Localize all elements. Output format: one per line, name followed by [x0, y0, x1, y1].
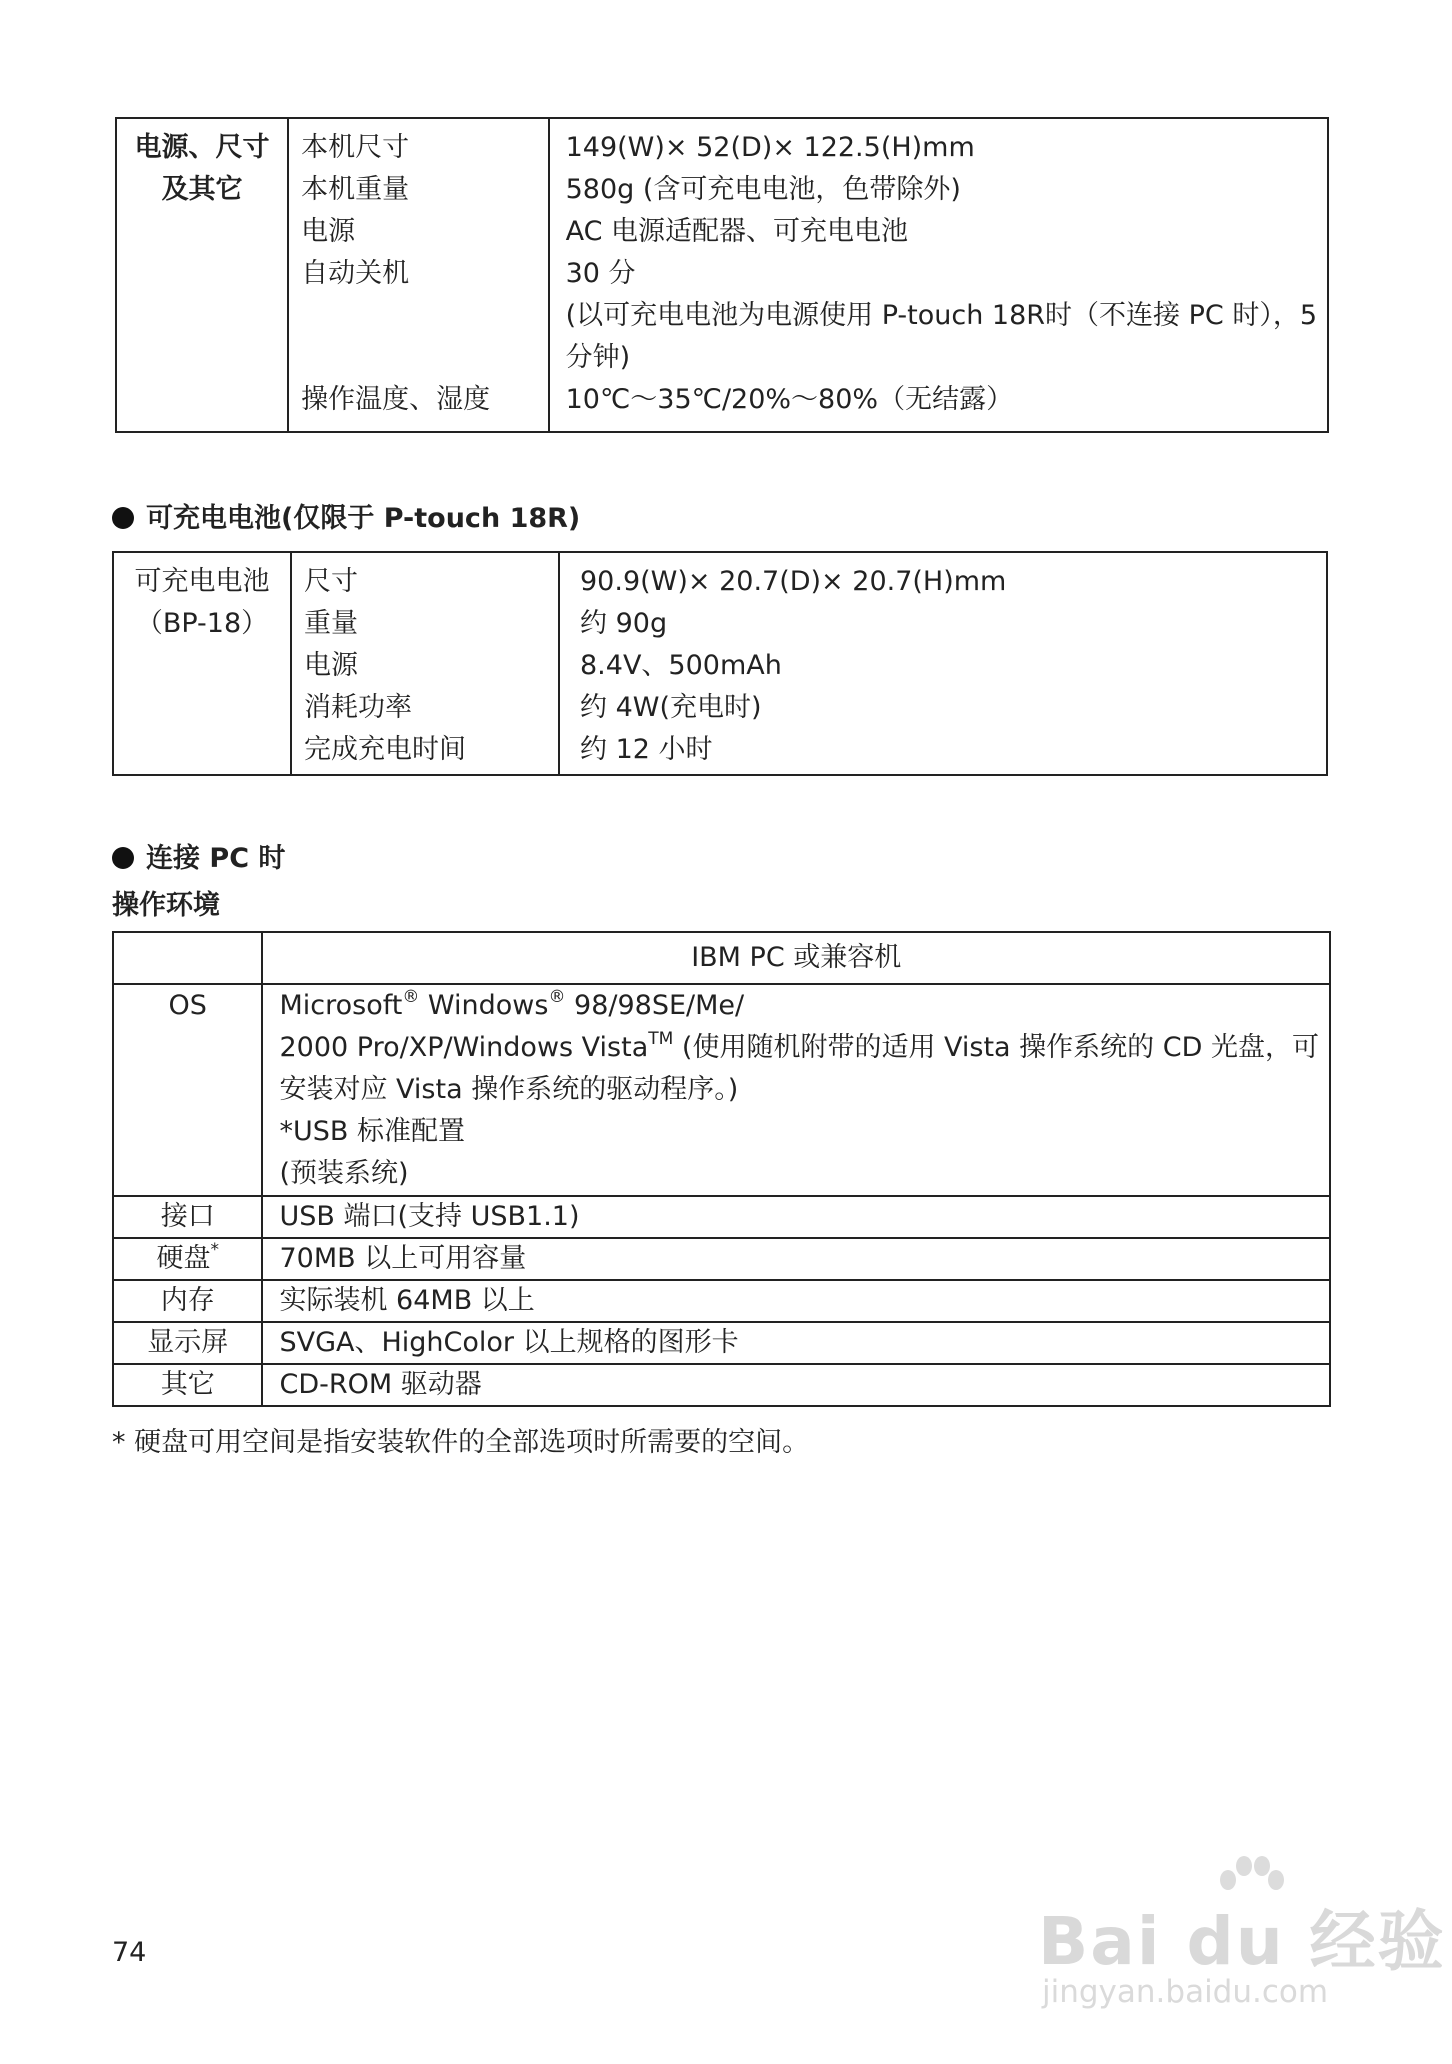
spec-label: 电源: [304, 650, 358, 681]
table-row: [113, 1238, 1330, 1280]
spec-label: [301, 295, 547, 337]
section-heading-text: 可充电电池(仅限于 P-touch 18R): [146, 503, 581, 534]
os-label: OS: [168, 990, 207, 1021]
spec-value: (以可充电电池为电源使用 P-touch 18R时（不连接 PC 时），5: [565, 300, 1317, 331]
section-heading-pc: [112, 836, 285, 875]
group-label-line2: （BP-18）: [135, 608, 269, 639]
page-number: 74: [112, 1937, 147, 1968]
spec-label: 本机尺寸: [301, 132, 410, 163]
specs-table-power-size: [115, 117, 1329, 433]
baidu-watermark-logo: [1030, 1850, 1446, 2030]
row-value: 70MB 以上可用容量: [262, 1238, 1330, 1280]
subheading-environment: 操作环境: [112, 890, 220, 921]
registered-mark: ®: [402, 987, 420, 1007]
group-cell: [116, 118, 288, 432]
spec-value: 约 12 小时: [580, 734, 713, 765]
footnote: * 硬盘可用空间是指安装软件的全部选项时所需要的空间。: [112, 1427, 810, 1458]
spec-value: AC 电源适配器、可充电电池: [565, 216, 909, 247]
spec-value: 30 分: [565, 258, 636, 289]
row-value: SVGA、HighColor 以上规格的图形卡: [262, 1322, 1330, 1364]
section-heading-battery: [112, 496, 580, 535]
group-label-line1: 可充电电池: [134, 566, 270, 597]
row-label: 其它: [113, 1364, 262, 1406]
row-label: 接口: [113, 1196, 262, 1238]
spec-label: 完成充电时间: [304, 734, 466, 765]
os-label-cell: [113, 984, 262, 1196]
table-row: [113, 1364, 1330, 1406]
spec-value: 约 90g: [580, 608, 668, 639]
row-label: 硬盘: [156, 1243, 211, 1274]
spec-value: 约 4W(充电时): [580, 692, 762, 723]
os-line-5: (预装系统): [279, 1158, 409, 1189]
table-header: IBM PC 或兼容机: [262, 932, 1330, 984]
trademark-mark: TM: [648, 1029, 674, 1049]
row-label: 内存: [113, 1280, 262, 1322]
group-label-line1: 电源、尺寸: [134, 132, 270, 163]
table-row: [113, 1280, 1330, 1322]
group-cell: [113, 552, 291, 775]
watermark-brand: Bai du 经验: [1038, 1903, 1446, 1980]
spec-value: 8.4V、500mAh: [580, 650, 782, 681]
row-value: CD-ROM 驱动器: [262, 1364, 1330, 1406]
asterisk-mark: *: [210, 1240, 219, 1260]
bullet-icon: [112, 507, 134, 529]
os-line-1: Microsoft® Windows® 98/98SE/Me/: [279, 987, 745, 1021]
spec-value: 580g (含可充电电池，色带除外): [565, 174, 961, 205]
header-empty-cell: [113, 932, 262, 984]
spec-label: 重量: [304, 608, 358, 639]
registered-mark: ®: [548, 987, 566, 1007]
spec-label: [301, 337, 547, 379]
row-label: 显示屏: [113, 1322, 262, 1364]
os-line-2: 2000 Pro/XP/Windows Vista™ (使用随机附带的适用 Vista 操作系统的 CD 光盘，可: [279, 1029, 1319, 1063]
os-line-3: 安装对应 Vista 操作系统的驱动程序。): [279, 1074, 739, 1105]
section-heading-text: 连接 PC 时: [146, 843, 286, 874]
row-value: USB 端口(支持 USB1.1): [262, 1196, 1330, 1238]
spec-label: 尺寸: [304, 566, 358, 597]
spec-value: 90.9(W)× 20.7(D)× 20.7(H)mm: [580, 566, 1007, 597]
spec-label: 自动关机: [301, 258, 410, 289]
os-value-cell: [262, 984, 1330, 1196]
spec-value: 10℃～35℃/20%～80%（无结露）: [565, 384, 1014, 415]
value-column: [549, 118, 1328, 432]
row-label-cell: [113, 1238, 262, 1280]
label-column: [291, 552, 559, 775]
row-value: 实际装机 64MB 以上: [262, 1280, 1330, 1322]
table-row: [113, 1196, 1330, 1238]
value-column: [559, 552, 1327, 775]
bullet-icon: [112, 847, 134, 869]
system-requirements-table: [112, 931, 1331, 1407]
spec-label: 消耗功率: [304, 692, 412, 723]
spec-value: 149(W)× 52(D)× 122.5(H)mm: [565, 132, 975, 163]
spec-value: 分钟): [565, 342, 631, 373]
spec-label: 电源: [301, 216, 356, 247]
group-label-line2: 及其它: [161, 174, 243, 205]
os-line-4: *USB 标准配置: [279, 1116, 465, 1147]
label-column: [288, 118, 548, 432]
specs-table-battery: [112, 551, 1328, 776]
spec-label: 本机重量: [301, 174, 410, 205]
table-row: [113, 1322, 1330, 1364]
spec-label: 操作温度、湿度: [301, 384, 491, 415]
watermark-url: jingyan.baidu.com: [1042, 1974, 1329, 2010]
